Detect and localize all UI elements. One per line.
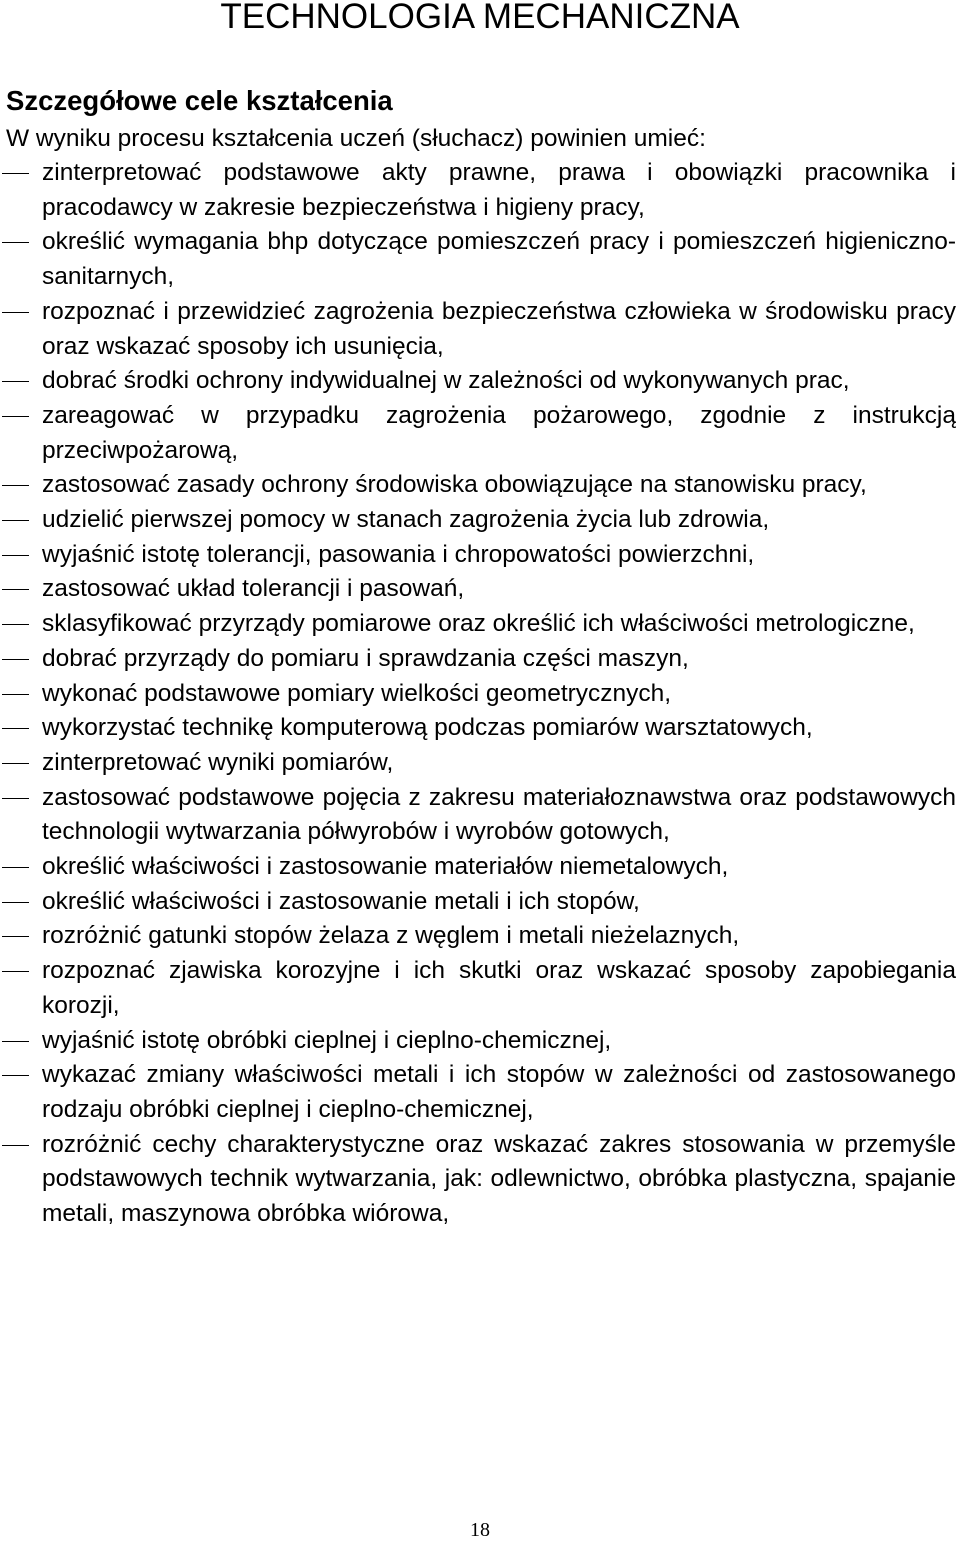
dash-bullet [0, 642, 30, 677]
list-item-text: dobrać środki ochrony indywidualnej w zależności od wykonywanych prac, [42, 367, 850, 395]
list-item-text: określić właściwości i zastosowanie metali i ich stopów, [42, 887, 640, 915]
page-title: TECHNOLOGIA MECHANICZNA [220, 0, 740, 36]
dash-bullet [0, 295, 30, 330]
list-item [0, 642, 956, 677]
list-item-text: wykonać podstawowe pomiary wielkości geometrycznych, [42, 679, 672, 707]
list-item-text: dobrać przyrządy do pomiaru i sprawdzania części maszyn, [42, 644, 689, 672]
list-item [0, 538, 956, 573]
list-item [0, 781, 956, 850]
list-item [0, 677, 956, 712]
list-item-text: rozróżnić gatunki stopów żelaza z węglem i metali nieżelaznych, [42, 922, 740, 950]
list-item [0, 711, 956, 746]
list-item-text: wyjaśnić istotę tolerancji, pasowania i chropowatości powierzchni, [42, 540, 755, 568]
list-item [0, 1024, 956, 1059]
dash-bullet [0, 781, 30, 816]
list-item [0, 919, 956, 954]
section-heading: Szczegółowe cele kształcenia [6, 85, 393, 116]
list-item-text: zastosować zasady ochrony środowiska obowiązujące na stanowisku pracy, [42, 471, 867, 499]
dash-bullet [0, 1058, 30, 1093]
dash-bullet [0, 1024, 30, 1059]
list-item-text: sklasyfikować przyrządy pomiarowe oraz określić ich właściwości metrologiczne, [42, 610, 915, 638]
dash-bullet [0, 954, 30, 989]
list-item-text: wykazać zmiany właściwości metali i ich stopów w zależności od zastosowanego rodzaju obróbki cieplnej i cieplno-chemicznej, [42, 1061, 956, 1123]
dash-bullet [0, 746, 30, 781]
list-item-text: udzielić pierwszej pomocy w stanach zagrożenia życia lub zdrowia, [42, 506, 770, 534]
dash-bullet [0, 1128, 30, 1163]
dash-bullet [0, 677, 30, 712]
dash-bullet [0, 711, 30, 746]
list-item-text: zastosować układ tolerancji i pasowań, [42, 575, 465, 603]
dash-bullet [0, 364, 30, 399]
list-item-text: rozpoznać zjawiska korozyjne i ich skutki oraz wskazać sposoby zapobiegania korozji, [42, 957, 956, 1019]
dash-bullet [0, 885, 30, 920]
list-item [0, 503, 956, 538]
list-item-text: określić wymagania bhp dotyczące pomieszczeń pracy i pomieszczeń higieniczno-sanitarnych, [42, 228, 956, 291]
page-number: 18 [470, 1519, 490, 1541]
list-item [0, 746, 956, 781]
objectives-list [0, 156, 960, 1232]
dash-bullet [0, 156, 30, 191]
list-item [0, 954, 956, 1023]
list-item-text: zareagować w przypadku zagrożenia pożarowego, zgodnie z instrukcją przeciwpożarową, [42, 401, 956, 464]
list-item-text: rozpoznać i przewidzieć zagrożenia bezpieczeństwa człowieka w środowisku pracy oraz wskazać sposoby ich usunięcia, [42, 297, 956, 360]
dash-bullet [0, 850, 30, 885]
list-item [0, 572, 956, 607]
list-item-text: zinterpretować podstawowe akty prawne, prawa i obowiązki pracownika i pracodawcy w zakresie bezpieczeństwa i higieny pracy, [42, 159, 956, 221]
list-item [0, 156, 956, 225]
list-item [0, 399, 956, 468]
list-item [0, 1128, 956, 1232]
list-item-text: wyjaśnić istotę obróbki cieplnej i cieplno-chemicznej, [42, 1026, 612, 1054]
dash-bullet [0, 919, 30, 954]
list-item [0, 850, 956, 885]
list-item [0, 468, 956, 503]
list-item [0, 225, 956, 294]
list-item-text: zinterpretować wyniki pomiarów, [42, 748, 394, 776]
intro-paragraph: W wyniku procesu kształcenia uczeń (słuchacz) powinien umieć: [6, 125, 706, 152]
list-item [0, 1058, 956, 1127]
list-item-text: rozróżnić cechy charakterystyczne oraz wskazać zakres stosowania w przemyśle podstawowych technik wytwarzania, jak: odlewnictwo, obróbka plastyczna, spajanie metali, maszynowa obróbka wiórowa, [42, 1130, 956, 1228]
dash-bullet [0, 468, 30, 503]
list-item [0, 295, 956, 364]
list-item [0, 607, 956, 642]
list-item-text: określić właściwości i zastosowanie materiałów niemetalowych, [42, 853, 729, 881]
list-item [0, 885, 956, 920]
dash-bullet [0, 538, 30, 573]
dash-bullet [0, 399, 30, 434]
dash-bullet [0, 225, 30, 260]
dash-bullet [0, 503, 30, 538]
dash-bullet [0, 572, 30, 607]
list-item-text: zastosować podstawowe pojęcia z zakresu materiałoznawstwa oraz podstawowych technologii wytwarzania półwyrobów i wyrobów gotowych, [42, 783, 956, 846]
list-item [0, 364, 956, 399]
list-item-text: wykorzystać technikę komputerową podczas pomiarów warsztatowych, [42, 714, 813, 742]
dash-bullet [0, 607, 30, 642]
